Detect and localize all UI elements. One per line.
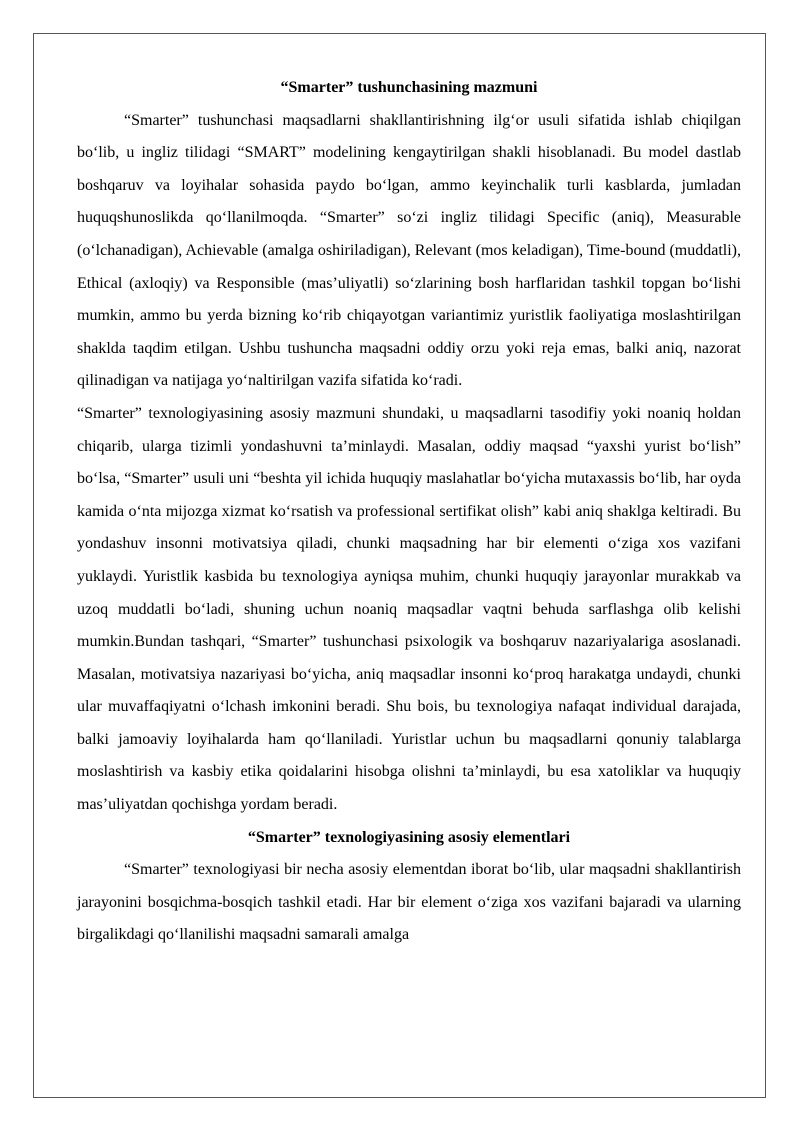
paragraph-smarter-definition: “Smarter” tushunchasi maqsadlarni shakllantirishning ilg‘or usuli sifatida ishlab chiqilgan bo‘lib, u ingliz tilidagi “SMART” modelining kengaytirilgan shakli hisoblanadi. Bu model dastlab boshqaruv va loyihalar sohasida paydo bo‘lgan, ammo keyinchalik turli kasblarda, jumladan huquqshunoslikda qo‘llanilmoqda. “Smarter” so‘zi ingliz tilidagi Specific (aniq), Measurable (o‘lchanadigan), Achievable (amalga oshiriladigan), Relevant (mos keladigan), Time-bound (muddatli), Ethical (axloqiy) va Responsible (mas’uliyatli) so‘zlarining bosh harflaridan tashkil topgan bo‘lishi mumkin, ammo bu yerda bizning ko‘rib chiqayotgan variantimiz yuristlik faoliyatiga moslashtirilgan shaklda taqdim etilgan. Ushbu tushuncha maqsadni oddiy orzu yoki reja emas, balki aniq, nazorat qilinadigan va natijaga yo‘naltirilgan vazifa sifatida ko‘radi. [77,111,741,390]
paragraph-smarter-elements-intro: “Smarter” texnologiyasi bir necha asosiy elementdan iborat bo‘lib, ular maqsadni shakllantirish jarayonini bosqichma-bosqich tashkil etadi. Har bir element o‘ziga xos vazifani bajaradi va ularning birgalikdagi qo‘llanilishi maqsadni samarali amalga [77,861,741,944]
section-heading-smarter-elements: “Smarter” texnologiyasining asosiy elementlari [247,828,571,846]
document-body [77,72,741,952]
section-heading-smarter-meaning: “Smarter” tushunchasining mazmuni [280,79,538,96]
paragraph-smarter-essence: “Smarter” texnologiyasining asosiy mazmuni shundaki, u maqsadlarni tasodifiy yoki noaniq holdan chiqarib, ularga tizimli yondashuvni ta’minlaydi. Masalan, oddiy maqsad “yaxshi yurist bo‘lish” bo‘lsa, “Smarter” usuli uni “beshta yil ichida huquqiy maslahatlar bo‘yicha mutaxassis bo‘lib, har oyda kamida o‘nta mijozga xizmat ko‘rsatish va professional sertifikat olish” kabi aniq shaklga keltiradi. Bu yondashuv insonni motivatsiya qiladi, chunki maqsadning har bir elementi o‘ziga xos vazifani yuklaydi. Yuristlik kasbida bu texnologiya ayniqsa muhim, chunki huquqiy jarayonlar murakkab va uzoq muddatli bo‘ladi, shuning uchun noaniq maqsadlar vaqtni behuda sarflashga olib kelishi mumkin.Bundan tashqari, “Smarter” tushunchasi psixologik va boshqaruv nazariyalariga asoslanadi. Masalan, motivatsiya nazariyasi bo‘yicha, aniq maqsadlar insonni ko‘proq harakatga undaydi, chunki ular muvaffaqiyatni o‘lchash imkonini beradi. Shu bois, bu texnologiya nafaqat individual darajada, balki jamoaviy loyihalarda ham qo‘llaniladi. Yuristlar uchun bu maqsadlarni qonuniy talablarga moslashtirish va kasbiy etika qoidalarini hisobga olishni ta’minlaydi, bu esa xatoliklar va huquqiy mas’uliyatdan qochishga yordam beradi. [77,404,741,814]
